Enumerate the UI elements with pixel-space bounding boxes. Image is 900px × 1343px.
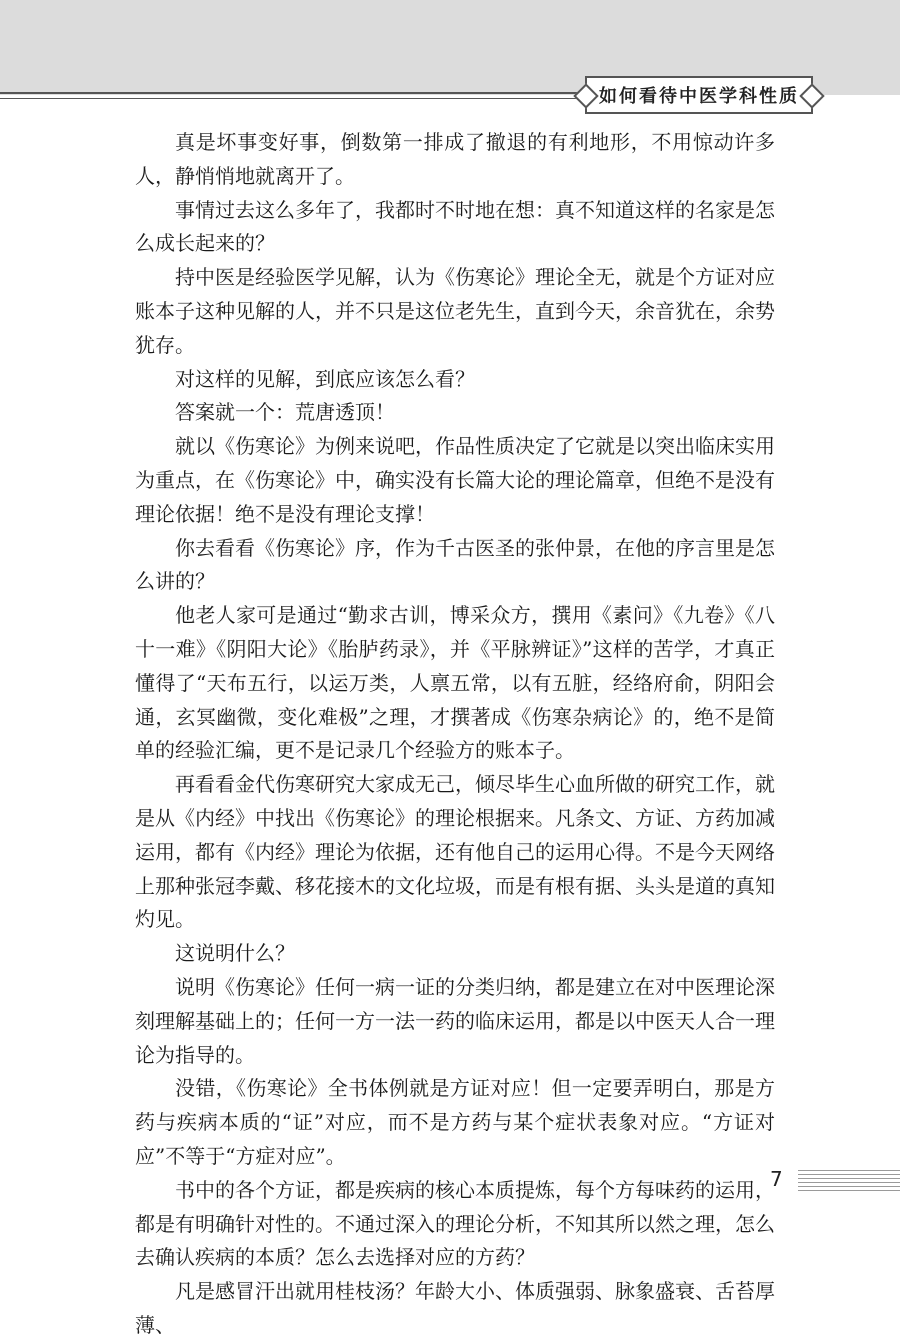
running-title-box — [585, 76, 813, 114]
paragraph: 答案就一个：荒唐透顶！ — [175, 400, 395, 425]
running-title: 如何看待中医学科性质 — [599, 86, 799, 107]
paragraph: 凡是感冒汗出就用桂枝汤？年龄大小、体质强弱、脉象盛衰、舌苔厚薄、 — [135, 1279, 775, 1337]
paragraph: 真是坏事变好事，倒数第一排成了撤退的有利地形，不用惊动许多人，静悄悄地就离开了。 — [135, 130, 775, 188]
paragraph: 再看看金代伤寒研究大家成无己，倾尽毕生心血所做的研究工作，就是从《内经》中找出《伤寒论》的理论根据来。凡条文、方证、方药加减运用，都有《内经》理论为依据，还有他自己的运用心得。不是今天网络上那种张冠李戴、移花接木的文化垃圾，而是有根有据、头头是道的真知灼见。 — [135, 772, 775, 932]
paragraph: 书中的各个方证，都是疾病的核心本质提炼，每个方每味药的运用，都是有明确针对性的。不通过深入的理论分析，不知其所以然之理，怎么去确认疾病的本质？怎么去选择对应的方药？ — [135, 1177, 775, 1270]
header-rule-thin — [0, 98, 600, 99]
body-text — [135, 126, 775, 1343]
paragraph: 没错，《伤寒论》全书体例就是方证对应！但一定要弄明白，那是方药与疾病本质的“证”对应，而不是方药与某个症状表象对应。“方证对应”不等于“方症对应”。 — [135, 1076, 775, 1168]
paragraph: 他老人家可是通过“勤求古训，博采众方，撰用《素问》《九卷》《八十一难》《阴阳大论》《胎胪药录》，并《平脉辨证》”这样的苦学，才真正懂得了“天布五行，以运万类，人禀五常，以有五脏，经络府俞，阴阳会通，玄冥幽微，变化难极”之理，才撰著成《伤寒杂病论》的，绝不是简单的经验汇编，更不是记录几个经验方的账本子。 — [135, 603, 775, 763]
paragraph: 你去看看《伤寒论》序，作为千古医圣的张仲景，在他的序言里是怎么讲的？ — [135, 535, 775, 594]
page-number: 7 — [770, 1167, 783, 1191]
paragraph: 事情过去这么多年了，我都时不时地在想：真不知道这样的名家是怎么成长起来的？ — [135, 197, 775, 256]
paragraph: 持中医是经验医学见解，认为《伤寒论》理论全无，就是个方证对应账本子这种见解的人，并不只是这位老先生，直到今天，余音犹在，余势犹存。 — [135, 265, 775, 357]
paragraph: 说明《伤寒论》任何一病一证的分类归纳，都是建立在对中医理论深刻理解基础上的；任何一方一法一药的临床运用，都是以中医天人合一理论为指导的。 — [135, 974, 775, 1067]
paragraph: 对这样的见解，到底应该怎么看？ — [175, 366, 475, 391]
paragraph: 就以《伤寒论》为例来说吧，作品性质决定了它就是以突出临床实用为重点，在《伤寒论》中，确实没有长篇大论的理论篇章，但绝不是没有理论依据！绝不是没有理论支撑！ — [135, 434, 775, 526]
header-rule — [0, 92, 600, 94]
footer-decoration — [798, 1170, 900, 1192]
paragraph: 这说明什么？ — [175, 941, 295, 966]
